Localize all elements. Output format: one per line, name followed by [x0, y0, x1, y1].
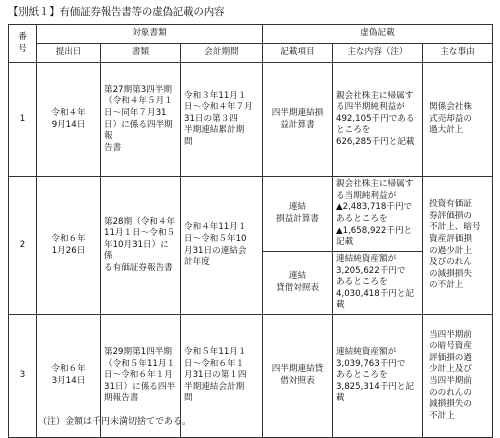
content-cell: 連結純資産額が 3,205,622千円で あるところを 4,030,418千円と記載 [333, 252, 423, 315]
page-title: 【別紙１】有価証券報告書等の虚偽記載の内容 [8, 6, 225, 18]
header-target-docs: 対象書類 [37, 25, 263, 44]
row-number: 3 [9, 315, 37, 438]
false-statement-table [8, 24, 493, 438]
header-fiscal-period: 会計期間 [181, 44, 263, 63]
submitted-date: 令和６年 1月26日 [37, 177, 101, 315]
item-cell: 連結 貸借対照表 [263, 252, 333, 315]
header-row-top [9, 25, 493, 44]
header-main-reason: 主な事由 [423, 44, 493, 63]
submitted-date: 令和４年 9月14日 [37, 63, 101, 177]
reason-cell: 投資有価証 券評価損の 不計上、暗号 資産評価損 の過少計上 及びのれん の減損損失 の不計上 [423, 177, 493, 315]
row-number: 2 [9, 177, 37, 315]
header-statement-item: 記載項目 [263, 44, 333, 63]
header-row-bottom [9, 44, 493, 63]
content-cell: 親会社株主に帰属す る四半期純利益が 492,105千円である ところを 626,285千円と記載 [333, 63, 423, 177]
header-document: 書類 [101, 44, 181, 63]
period-cell: 令和３年11月１ 日～令和４年７月 31日の第３四 半期連結累計期 間 [181, 63, 263, 177]
period-cell: 令和４年11月１ 日～令和５年10 月31日の連結会 計年度 [181, 177, 263, 315]
period-cell: 令和５年11月１ 日～令和６年１ 月31日の第１四 半期連結会計期 間 [181, 315, 263, 438]
item-cell: 四半期連結貸 借対照表 [263, 315, 333, 438]
content-cell: 連結純資産額が 3,039,763千円で あるところを 3,825,314千円と記載 [333, 315, 423, 438]
document-cell: 第27期第3四半期 （令和４年５月１ 日～同年７月31 日）に係る四半期報 告書 [101, 63, 181, 177]
document-cell: 第29期第1四半期 （令和５年11月１ 日～令和６年１月 31日）に係る四半 期報告書 [101, 315, 181, 438]
header-submitted-on: 提出日 [37, 44, 101, 63]
row-number: 1 [9, 63, 37, 177]
footnote: （注）金額は千円未満切捨てである。 [38, 417, 192, 427]
reason-cell: 当四半期前 の暗号資産 評価損の過 少計上及び 当四半期前 ののれんの 減損損失の 不計上 [423, 315, 493, 438]
header-number: 番 号 [9, 25, 37, 63]
table-row [9, 177, 493, 252]
reason-cell: 関係会社株 式売却益の 過大計上 [423, 63, 493, 177]
item-cell: 四半期連結損 益計算書 [263, 63, 333, 177]
item-cell: 連結 損益計算書 [263, 177, 333, 252]
header-main-content: 主な内容（注） [333, 44, 423, 63]
header-false-statement: 虚偽記載 [263, 25, 493, 44]
table-row [9, 63, 493, 177]
document-cell: 第28期（令和４年 11月１日～令和５ 年10月31日）に係 る有価証券報告書 [101, 177, 181, 315]
content-cell: 親会社株主に帰属す る当期純利益が ▲2,483,718千円で あるところを ▲1,658,922千円と記載 [333, 177, 423, 252]
submitted-date: 令和６年 3月14日 [37, 315, 101, 438]
